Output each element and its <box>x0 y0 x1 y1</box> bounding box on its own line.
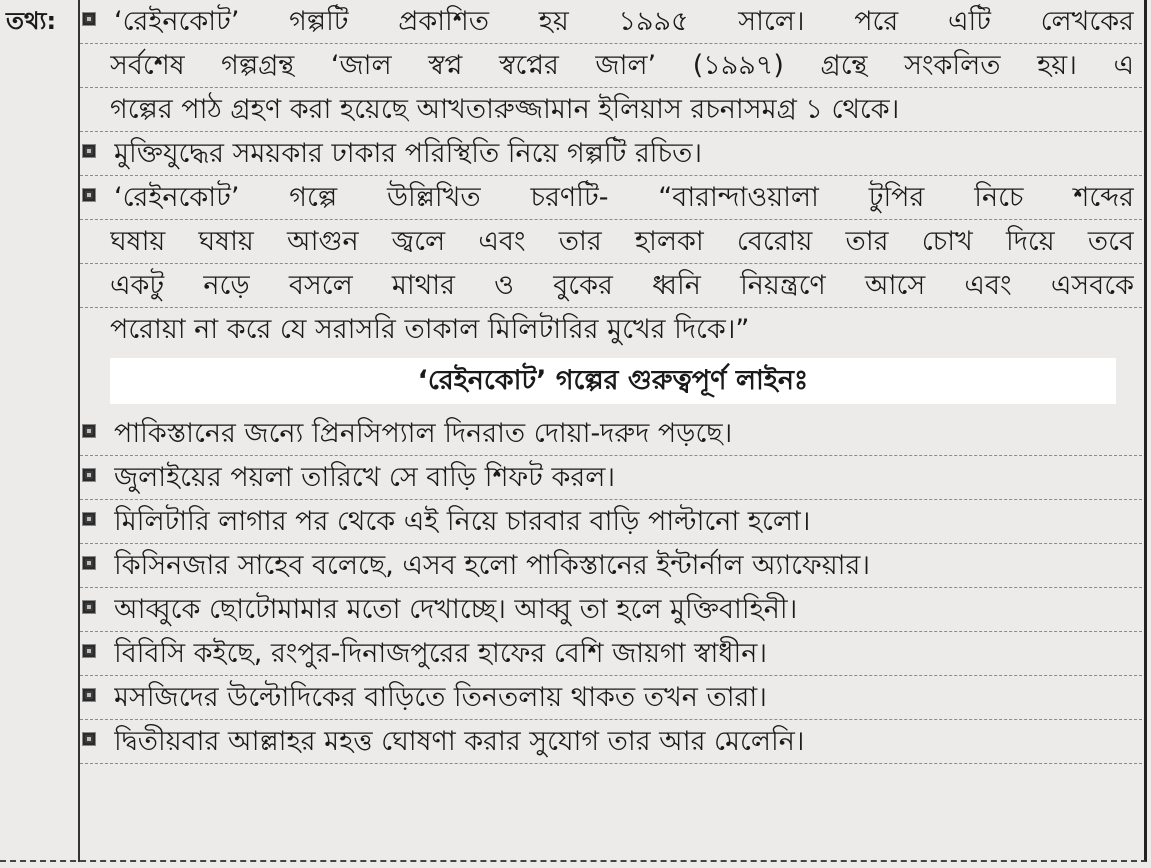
important-lines-heading <box>110 358 1116 404</box>
quote-line <box>80 308 1142 352</box>
heading-text: ‘রেইনকোট’ গল্পের গুরুত্বপূর্ণ লাইনঃ <box>417 365 809 396</box>
bullet-icon <box>83 601 95 613</box>
bullet-icon <box>83 13 95 25</box>
list-item <box>80 544 1142 588</box>
list-item-text: বিবিসি কইছে, রংপুর-দিনাজপুরের হাফের বেশি জায়গা স্বাধীন। <box>114 638 768 669</box>
intro-line <box>80 88 1142 132</box>
quote-line-text: পরোয়া না করে যে সরাসরি তাকাল মিলিটারির মুখের দিকে।” <box>110 314 750 345</box>
context-line-text: মুক্তিযুদ্ধের সময়কার ঢাকার পরিস্থিতি নিয়ে গল্পটি রচিত। <box>114 138 703 169</box>
bullet-icon <box>83 733 95 745</box>
info-content <box>80 0 1142 862</box>
list-item-text: আব্বুকে ছোটোমামার মতো দেখাচ্ছে। আব্বু তা হলে মুক্তিবাহিনী। <box>114 594 798 625</box>
list-item <box>80 588 1142 632</box>
list-item <box>80 676 1142 720</box>
bullet-icon <box>83 189 95 201</box>
list-item <box>80 500 1142 544</box>
quote-line <box>80 176 1142 220</box>
list-item-text: পাকিস্তানের জন্যে প্রিনসিপ্যাল দিনরাত দোয়া-দরুদ পড়ছে। <box>114 418 733 449</box>
list-item-text: মসজিদের উল্টোদিকের বাড়িতে তিনতলায় থাকত তখন তারা। <box>114 682 767 713</box>
intro-line <box>80 44 1142 88</box>
quote-line <box>80 220 1142 264</box>
info-label: তথ্য: <box>6 7 57 35</box>
intro-line-text: সর্বশেষ গল্পগ্রন্থ ‘জাল স্বপ্ন স্বপ্নের জাল’ (১৯৯৭) গ্রন্থে সংকলিত হয়। এ <box>110 50 1134 81</box>
label-column <box>0 0 80 862</box>
list-item-text: জুলাইয়ের পয়লা তারিখে সে বাড়ি শিফট করল। <box>114 462 615 493</box>
list-item <box>80 412 1142 456</box>
context-line <box>80 132 1142 176</box>
quote-line-text: একটু নড়ে বসলে মাথার ও বুকের ধ্বনি নিয়ন্ত্রণে আসে এবং এসবকে <box>110 270 1134 301</box>
bullet-icon <box>83 469 95 481</box>
quote-line <box>80 264 1142 308</box>
intro-line-text: গল্পের পাঠ গ্রহণ করা হয়েছে আখতারুজ্জামান ইলিয়াস রচনাসমগ্র ১ থেকে। <box>110 94 900 125</box>
bullet-icon <box>83 513 95 525</box>
list-item-text: মিলিটারি লাগার পর থেকে এই নিয়ে চারবার বাড়ি পাল্টানো হলো। <box>114 506 811 537</box>
quote-line-text: ঘষায় ঘষায় আগুন জ্বলে এবং তার হালকা বেরোয় তার চোখ দিয়ে তবে <box>110 226 1134 257</box>
list-item <box>80 456 1142 500</box>
list-item <box>80 720 1142 764</box>
list-item-text: দ্বিতীয়বার আল্লাহর মহত্ত ঘোষণা করার সুযোগ তার আর মেলেনি। <box>114 726 805 757</box>
bullet-icon <box>83 689 95 701</box>
intro-line <box>80 0 1142 44</box>
bullet-icon <box>83 557 95 569</box>
bullet-icon <box>83 425 95 437</box>
bullet-icon <box>83 145 95 157</box>
list-item-text: কিসিনজার সাহেব বলেছে, এসব হলো পাকিস্তানের ইন্টার্নাল অ্যাফেয়ার। <box>114 550 870 581</box>
list-item <box>80 632 1142 676</box>
intro-line-text: ‘রেইনকোট’ গল্পটি প্রকাশিত হয় ১৯৯৫ সালে। পরে এটি লেখকের <box>114 6 1134 37</box>
quote-line-text: ‘রেইনকোট’ গল্পে উল্লিখিত চরণটি- “বারান্দাওয়ালা টুপির নিচে শব্দের <box>114 182 1134 213</box>
bullet-icon <box>83 645 95 657</box>
